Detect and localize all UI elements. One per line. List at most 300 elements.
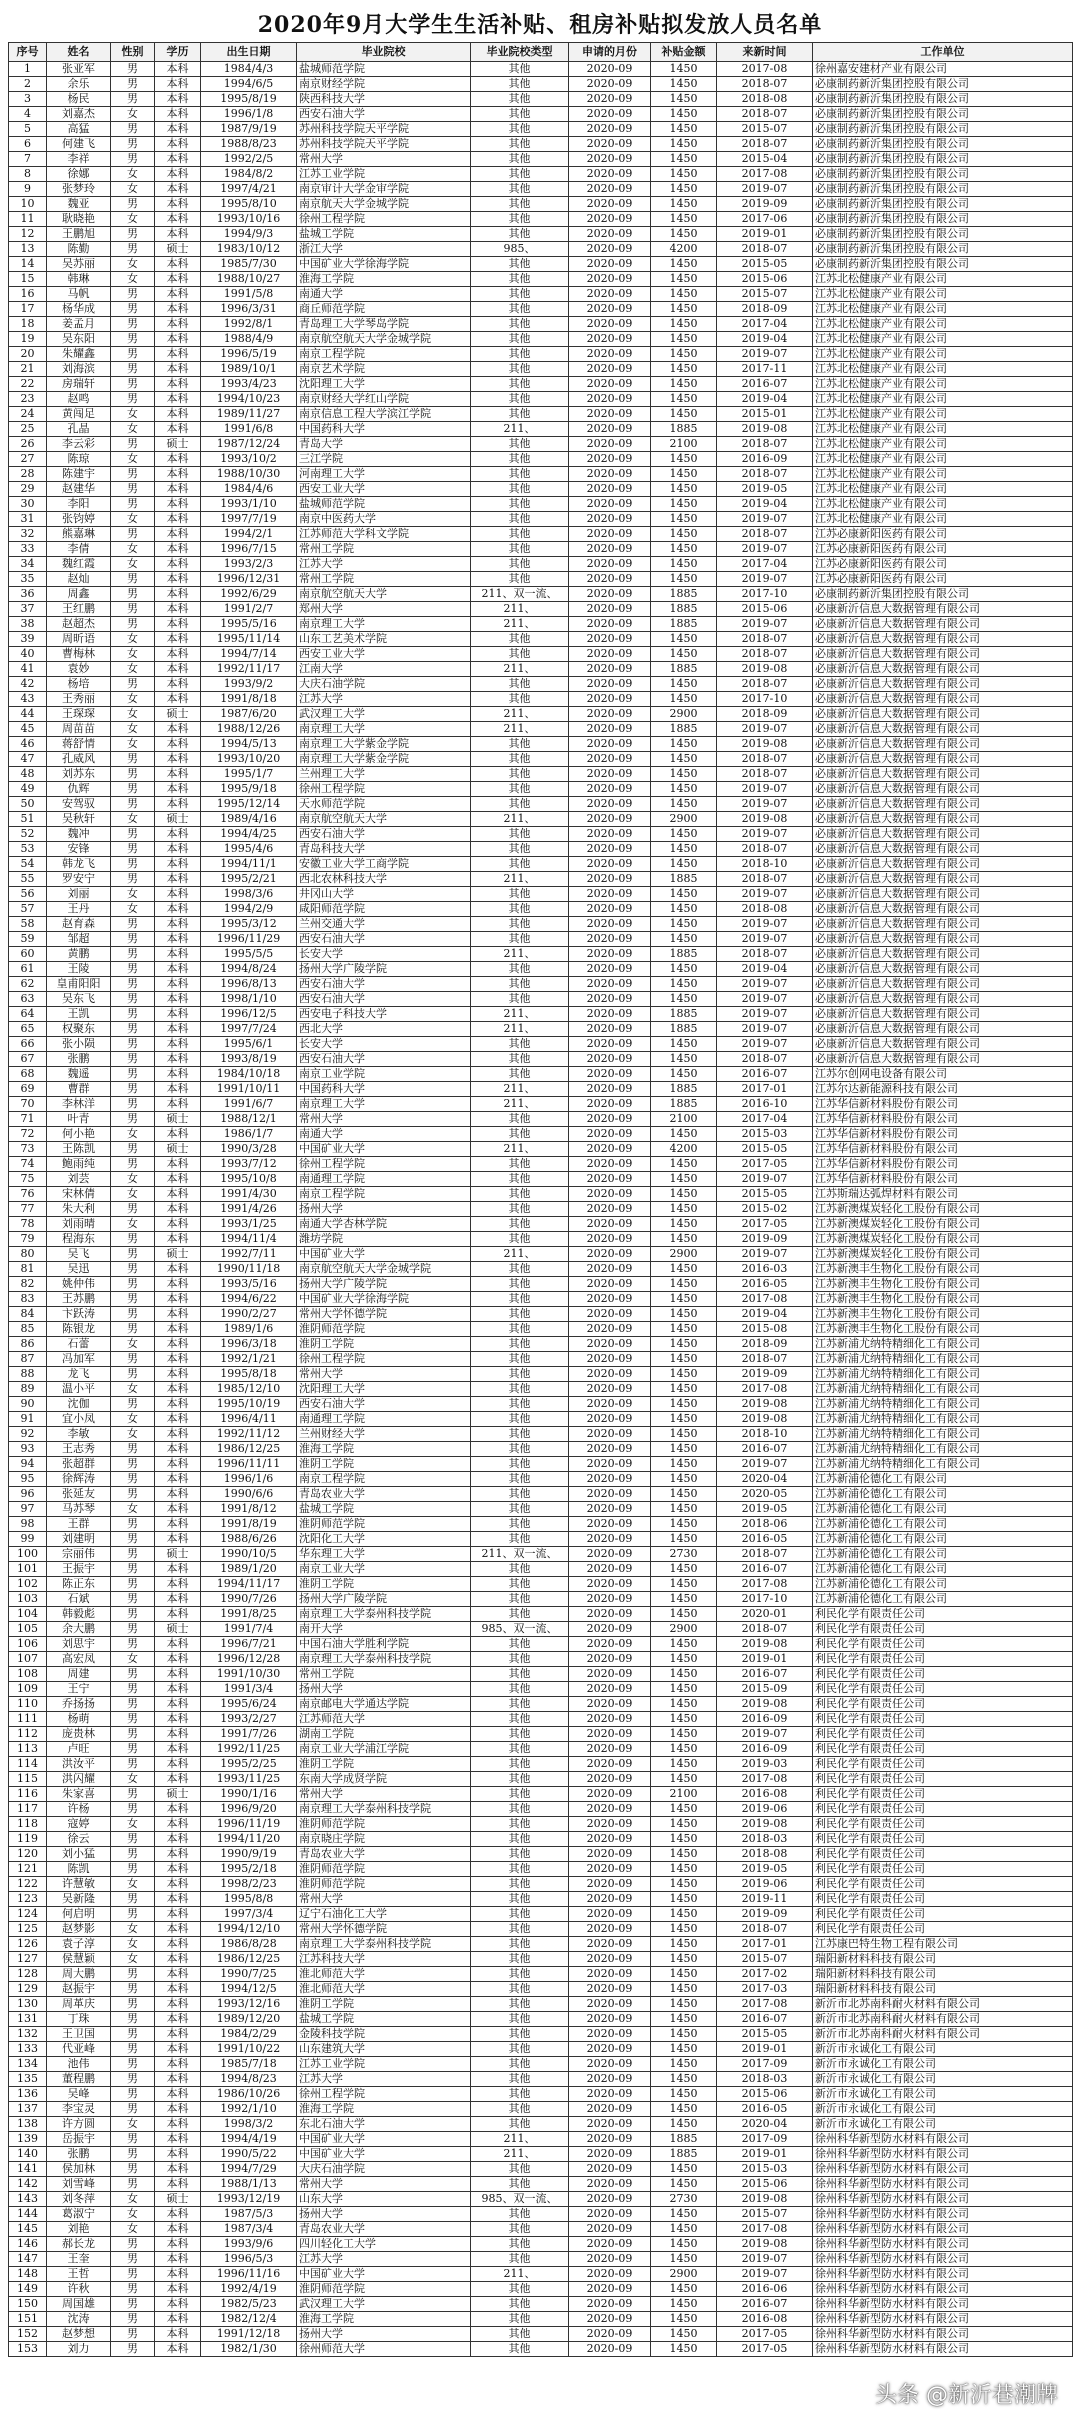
table-cell: 其他 [471, 992, 569, 1007]
table-cell: 1991/8/12 [201, 1502, 297, 1517]
table-cell: 2018-09 [717, 1337, 813, 1352]
table-cell: 刘冬萍 [47, 2192, 111, 2207]
table-cell: 本科 [155, 392, 201, 407]
table-cell: 南京理工大学泰州科技学院 [297, 1652, 471, 1667]
table-cell: 男 [111, 1712, 155, 1727]
table-row [9, 1577, 1073, 1592]
table-cell: 其他 [471, 137, 569, 152]
table-cell: 本科 [155, 1637, 201, 1652]
table-cell: 江苏新浦尤纳特精细化工有限公司 [813, 1412, 1073, 1427]
table-cell: 江苏北松健康产业有限公司 [813, 287, 1073, 302]
table-cell: 1988/12/26 [201, 722, 297, 737]
table-cell: 女 [111, 1772, 155, 1787]
table-cell: 1450 [651, 977, 717, 992]
table-row [9, 197, 1073, 212]
table-cell: 男 [111, 992, 155, 1007]
table-row [9, 1727, 1073, 1742]
table-cell: 211、 [471, 722, 569, 737]
table-cell: 其他 [471, 1952, 569, 1967]
table-cell: 5 [9, 122, 47, 137]
table-cell: 本科 [155, 2222, 201, 2237]
table-cell: 1450 [651, 362, 717, 377]
table-cell: 张亚军 [47, 62, 111, 77]
table-cell: 2020-09 [569, 1487, 651, 1502]
table-cell: 朱耀鑫 [47, 347, 111, 362]
table-cell: 2020-09 [569, 2327, 651, 2342]
table-cell: 63 [9, 992, 47, 1007]
table-cell: 2019-08 [717, 1697, 813, 1712]
table-cell: 杨华成 [47, 302, 111, 317]
table-cell: 其他 [471, 2012, 569, 2027]
table-cell: 2018-07 [717, 647, 813, 662]
table-cell: 2020-09 [569, 2297, 651, 2312]
table-cell: 盐城工学院 [297, 2012, 471, 2027]
table-cell: 2020-09 [569, 782, 651, 797]
table-cell: 58 [9, 917, 47, 932]
table-cell: 本科 [155, 1487, 201, 1502]
table-cell: 2019-03 [717, 1757, 813, 1772]
table-cell: 淮阴工学院 [297, 1457, 471, 1472]
table-cell: 男 [111, 1547, 155, 1562]
table-cell: 江苏新浦尤纳特精细化工有限公司 [813, 1442, 1073, 1457]
table-cell: 1450 [651, 2297, 717, 2312]
table-cell: 其他 [471, 1742, 569, 1757]
table-cell: 本科 [155, 257, 201, 272]
table-cell: 2015-05 [717, 257, 813, 272]
table-cell: 2017-05 [717, 2327, 813, 2342]
table-cell: 本科 [155, 1322, 201, 1337]
table-cell: 211、 [471, 872, 569, 887]
table-cell: 2019-08 [717, 422, 813, 437]
table-cell: 2018-03 [717, 2072, 813, 2087]
table-cell: 2900 [651, 1247, 717, 1262]
table-cell: 1450 [651, 1397, 717, 1412]
table-cell: 148 [9, 2267, 47, 2282]
table-cell: 1991/3/4 [201, 1682, 297, 1697]
table-cell: 本科 [155, 1187, 201, 1202]
table-cell: 本科 [155, 1517, 201, 1532]
table-cell: 1988/8/23 [201, 137, 297, 152]
table-row [9, 1907, 1073, 1922]
table-cell: 本科 [155, 587, 201, 602]
table-cell: 江苏新浦尤纳特精细化工有限公司 [813, 1337, 1073, 1352]
table-cell: 何建飞 [47, 137, 111, 152]
table-cell: 男 [111, 842, 155, 857]
table-cell: 1450 [651, 1412, 717, 1427]
table-cell: 2020-09 [569, 1022, 651, 1037]
table-cell: 2017-08 [717, 1772, 813, 1787]
table-cell: 男 [111, 1802, 155, 1817]
table-cell: 男 [111, 2327, 155, 2342]
table-cell: 女 [111, 2222, 155, 2237]
table-cell: 其他 [471, 1532, 569, 1547]
table-cell: 1991/12/18 [201, 2327, 297, 2342]
table-cell: 2020-09 [569, 257, 651, 272]
table-cell: 132 [9, 2027, 47, 2042]
table-cell: 1450 [651, 932, 717, 947]
table-row [9, 2267, 1073, 2282]
table-cell: 115 [9, 1772, 47, 1787]
table-cell: 江苏华信新材料股份有限公司 [813, 1157, 1073, 1172]
table-cell: 2020-09 [569, 422, 651, 437]
table-cell: 1450 [651, 842, 717, 857]
table-cell: 其他 [471, 452, 569, 467]
table-cell: 女 [111, 257, 155, 272]
table-cell: 南开大学 [297, 1622, 471, 1637]
table-cell: 29 [9, 482, 47, 497]
table-cell: 1987/6/20 [201, 707, 297, 722]
table-cell: 1450 [651, 2252, 717, 2267]
table-cell: 1998/3/2 [201, 2117, 297, 2132]
table-cell: 2017-04 [717, 1112, 813, 1127]
table-row [9, 257, 1073, 272]
table-cell: 姚仲伟 [47, 1277, 111, 1292]
table-cell: 1992/1/21 [201, 1352, 297, 1367]
table-cell: 吴飞 [47, 1247, 111, 1262]
table-cell: 2016-08 [717, 2312, 813, 2327]
table-cell: 其他 [471, 1997, 569, 2012]
table-row [9, 242, 1073, 257]
table-cell: 程海东 [47, 1232, 111, 1247]
table-cell: 徐州工程学院 [297, 1157, 471, 1172]
table-cell: 2019-07 [717, 2267, 813, 2282]
table-cell: 赵梦影 [47, 1922, 111, 1937]
table-cell: 2020-09 [569, 2282, 651, 2297]
table-cell: 江南大学 [297, 662, 471, 677]
table-row [9, 707, 1073, 722]
table-cell: 1990/7/25 [201, 1967, 297, 1982]
table-cell: 2017-08 [717, 2222, 813, 2237]
table-cell: 利民化学有限责任公司 [813, 1847, 1073, 1862]
table-cell: 2020-09 [569, 1787, 651, 1802]
table-cell: 2730 [651, 1547, 717, 1562]
table-cell: 男 [111, 1532, 155, 1547]
table-cell: 32 [9, 527, 47, 542]
table-cell: 45 [9, 722, 47, 737]
table-cell: 男 [111, 782, 155, 797]
table-cell: 1995/2/21 [201, 872, 297, 887]
table-row [9, 932, 1073, 947]
table-row [9, 1922, 1073, 1937]
table-cell: 本科 [155, 407, 201, 422]
table-cell: 1987/12/24 [201, 437, 297, 452]
table-cell: 大庆石油学院 [297, 2162, 471, 2177]
table-cell: 1994/4/25 [201, 827, 297, 842]
table-cell: 南京航空航天大学 [297, 587, 471, 602]
table-cell: 南京艺术学院 [297, 362, 471, 377]
table-cell: 张鹏 [47, 2147, 111, 2162]
table-cell: 151 [9, 2312, 47, 2327]
table-cell: 山东大学 [297, 2192, 471, 2207]
table-cell: 2018-07 [717, 77, 813, 92]
table-cell: 江苏必康新阳医药有限公司 [813, 557, 1073, 572]
table-cell: 2020-09 [569, 587, 651, 602]
table-cell: 男 [111, 2252, 155, 2267]
table-cell: 必康制药新沂集团控股有限公司 [813, 587, 1073, 602]
table-cell: 2017-05 [717, 1217, 813, 1232]
table-cell: 本科 [155, 1352, 201, 1367]
table-cell: 沈伽 [47, 1397, 111, 1412]
table-row [9, 2327, 1073, 2342]
table-cell: 99 [9, 1532, 47, 1547]
table-cell: 江苏大学 [297, 2252, 471, 2267]
table-cell: 中国矿业大学 [297, 1142, 471, 1157]
table-cell: 本科 [155, 2012, 201, 2027]
table-cell: 1994/10/23 [201, 392, 297, 407]
table-cell: 张钧婷 [47, 512, 111, 527]
table-cell: 女 [111, 692, 155, 707]
table-cell: 2020-09 [569, 572, 651, 587]
table-cell: 本科 [155, 962, 201, 977]
table-cell: 其他 [471, 1412, 569, 1427]
table-cell: 1450 [651, 1337, 717, 1352]
table-row [9, 1487, 1073, 1502]
table-cell: 江苏新澳丰生物化工股份有限公司 [813, 1307, 1073, 1322]
table-cell: 1995/4/6 [201, 842, 297, 857]
table-cell: 其他 [471, 632, 569, 647]
table-cell: 男 [111, 1307, 155, 1322]
table-cell: 2018-07 [717, 242, 813, 257]
table-cell: 211、 [471, 2147, 569, 2162]
table-row [9, 1352, 1073, 1367]
table-cell: 2019-08 [717, 1397, 813, 1412]
table-cell: 146 [9, 2237, 47, 2252]
table-cell: 南通大学 [297, 287, 471, 302]
table-cell: 江苏新澳煤炭轻化工股份有限公司 [813, 1217, 1073, 1232]
table-cell: 2016-07 [717, 1667, 813, 1682]
table-cell: 其他 [471, 827, 569, 842]
table-cell: 西安电子科技大学 [297, 1007, 471, 1022]
table-cell: 1984/10/18 [201, 1067, 297, 1082]
table-cell: 2020-09 [569, 1307, 651, 1322]
table-cell: 其他 [471, 1127, 569, 1142]
table-row [9, 1307, 1073, 1322]
table-cell: 26 [9, 437, 47, 452]
table-cell: 其他 [471, 1757, 569, 1772]
table-cell: 男 [111, 1637, 155, 1652]
table-cell: 李云彩 [47, 437, 111, 452]
table-cell: 必康制药新沂集团控股有限公司 [813, 77, 1073, 92]
table-cell: 2020-09 [569, 1517, 651, 1532]
table-cell: 王鹏旭 [47, 227, 111, 242]
table-cell: 女 [111, 107, 155, 122]
table-cell: 2020-09 [569, 317, 651, 332]
table-cell: 2020-09 [569, 242, 651, 257]
table-cell: 本科 [155, 1052, 201, 1067]
table-cell: 93 [9, 1442, 47, 1457]
table-cell: 2020-09 [569, 1067, 651, 1082]
table-cell: 2015-06 [717, 602, 813, 617]
table-cell: 2019-04 [717, 1307, 813, 1322]
table-cell: 1998/2/23 [201, 1877, 297, 1892]
table-cell: 男 [111, 1007, 155, 1022]
table-cell: 2020-09 [569, 602, 651, 617]
table-cell: 2730 [651, 2192, 717, 2207]
table-cell: 1450 [651, 782, 717, 797]
table-cell: 本科 [155, 272, 201, 287]
table-cell: 2019-09 [717, 197, 813, 212]
table-cell: 本科 [155, 1682, 201, 1697]
table-cell: 必康新沂信息大数据管理有限公司 [813, 1022, 1073, 1037]
table-cell: 2017-03 [717, 1982, 813, 1997]
table-cell: 211、 [471, 1142, 569, 1157]
table-cell: 江苏斯瑞达弧焊材料有限公司 [813, 1187, 1073, 1202]
table-row [9, 107, 1073, 122]
table-cell: 2020-09 [569, 827, 651, 842]
table-cell: 本科 [155, 1022, 201, 1037]
table-row [9, 2147, 1073, 2162]
table-cell: 95 [9, 1472, 47, 1487]
table-cell: 1450 [651, 1772, 717, 1787]
table-cell: 本科 [155, 1442, 201, 1457]
table-cell: 女 [111, 542, 155, 557]
table-cell: 2020-09 [569, 1352, 651, 1367]
table-cell: 1995/6/24 [201, 1697, 297, 1712]
table-cell: 男 [111, 137, 155, 152]
table-cell: 1450 [651, 1037, 717, 1052]
table-cell: 211、 [471, 2132, 569, 2147]
table-cell: 2020-09 [569, 1112, 651, 1127]
table-cell: 1996/3/18 [201, 1337, 297, 1352]
table-cell: 淮海工学院 [297, 2102, 471, 2117]
table-cell: 本科 [155, 617, 201, 632]
table-row [9, 2177, 1073, 2192]
table-cell: 其他 [471, 1442, 569, 1457]
table-cell: 2017-10 [717, 692, 813, 707]
table-cell: 江苏新浦伦德化工有限公司 [813, 1502, 1073, 1517]
table-cell: 男 [111, 1157, 155, 1172]
table-cell: 女 [111, 722, 155, 737]
table-row [9, 377, 1073, 392]
table-cell: 2020-09 [569, 362, 651, 377]
table-cell: 2019-07 [717, 512, 813, 527]
table-cell: 男 [111, 1832, 155, 1847]
table-row [9, 92, 1073, 107]
table-row [9, 677, 1073, 692]
table-cell: 1450 [651, 392, 717, 407]
table-cell: 2020-09 [569, 1712, 651, 1727]
table-cell: 其他 [471, 2342, 569, 2357]
table-cell: 本科 [155, 1232, 201, 1247]
table-cell: 赵振宇 [47, 1982, 111, 1997]
table-cell: 2020-09 [569, 722, 651, 737]
table-cell: 卢旺 [47, 1742, 111, 1757]
table-cell: 江苏华信新材料股份有限公司 [813, 1112, 1073, 1127]
table-cell: 2020-09 [569, 902, 651, 917]
table-cell: 扬州大学 [297, 1682, 471, 1697]
table-cell: 21 [9, 362, 47, 377]
table-cell: 岳振宇 [47, 2132, 111, 2147]
table-cell: 其他 [471, 1262, 569, 1277]
table-cell: 2100 [651, 1787, 717, 1802]
table-cell: 本科 [155, 1217, 201, 1232]
table-cell: 2019-07 [717, 932, 813, 947]
table-cell: 1450 [651, 2117, 717, 2132]
table-row [9, 497, 1073, 512]
table-cell: 106 [9, 1637, 47, 1652]
table-cell: 张延友 [47, 1487, 111, 1502]
table-cell: 1986/8/28 [201, 1937, 297, 1952]
table-row [9, 1262, 1073, 1277]
table-cell: 男 [111, 302, 155, 317]
table-cell: 本科 [155, 1472, 201, 1487]
table-cell: 本科 [155, 182, 201, 197]
table-cell: 67 [9, 1052, 47, 1067]
table-cell: 1986/10/26 [201, 2087, 297, 2102]
table-cell: 本科 [155, 887, 201, 902]
table-cell: 江苏大学 [297, 2072, 471, 2087]
table-cell: 南通理工学院 [297, 1412, 471, 1427]
table-cell: 2015-06 [717, 272, 813, 287]
table-cell: 武汉理工大学 [297, 2297, 471, 2312]
table-cell: 吴苏丽 [47, 257, 111, 272]
table-cell: 其他 [471, 1397, 569, 1412]
table-cell: 江苏新浦伦德化工有限公司 [813, 1472, 1073, 1487]
table-cell: 江苏新浦伦德化工有限公司 [813, 1517, 1073, 1532]
table-cell: 江苏必康新阳医药有限公司 [813, 527, 1073, 542]
table-row [9, 1412, 1073, 1427]
table-cell: 112 [9, 1727, 47, 1742]
table-cell: 青岛农业大学 [297, 1847, 471, 1862]
table-cell: 2015-06 [717, 2087, 813, 2102]
table-cell: 2020-09 [569, 347, 651, 362]
table-cell: 赵建华 [47, 482, 111, 497]
table-cell: 淮海工学院 [297, 1442, 471, 1457]
table-cell: 新沂市永诚化工有限公司 [813, 2057, 1073, 2072]
table-cell: 2020-09 [569, 1562, 651, 1577]
table-cell: 吴峰 [47, 2087, 111, 2102]
table-cell: 2020-09 [569, 1622, 651, 1637]
table-cell: 青岛农业大学 [297, 1487, 471, 1502]
table-cell: 2020-09 [569, 1832, 651, 1847]
table-cell: 本科 [155, 422, 201, 437]
table-row [9, 1697, 1073, 1712]
table-cell: 1989/4/16 [201, 812, 297, 827]
table-cell: 必康制药新沂集团控股有限公司 [813, 92, 1073, 107]
table-cell: 必康制药新沂集团控股有限公司 [813, 122, 1073, 137]
table-row [9, 1097, 1073, 1112]
table-cell: 133 [9, 2042, 47, 2057]
table-cell: 本科 [155, 1172, 201, 1187]
table-cell: 2018-07 [717, 1622, 813, 1637]
table-cell: 1994/6/5 [201, 77, 297, 92]
table-cell: 张小陨 [47, 1037, 111, 1052]
table-cell: 1992/1/10 [201, 2102, 297, 2117]
table-cell: 1885 [651, 1007, 717, 1022]
table-cell: 2020-09 [569, 707, 651, 722]
table-cell: 武汉理工大学 [297, 707, 471, 722]
table-cell: 卞跃涛 [47, 1307, 111, 1322]
table-cell: 2020-09 [569, 677, 651, 692]
table-cell: 2020-09 [569, 2342, 651, 2357]
table-cell: 乔扬扬 [47, 1697, 111, 1712]
table-cell: 1885 [651, 1022, 717, 1037]
table-cell: 1992/2/5 [201, 152, 297, 167]
table-cell: 2020-09 [569, 512, 651, 527]
table-cell: 2020-09 [569, 1157, 651, 1172]
table-cell: 新沂市永诚化工有限公司 [813, 2087, 1073, 2102]
table-cell: 1450 [651, 1832, 717, 1847]
table-cell: 刘艳 [47, 2222, 111, 2237]
table-cell: 必康新沂信息大数据管理有限公司 [813, 1037, 1073, 1052]
table-cell: 男 [111, 1367, 155, 1382]
table-cell: 其他 [471, 272, 569, 287]
table-cell: 1993/11/25 [201, 1772, 297, 1787]
table-row [9, 2162, 1073, 2177]
table-cell: 江苏北松健康产业有限公司 [813, 362, 1073, 377]
table-cell: 刘雨晴 [47, 1217, 111, 1232]
table-cell: 1450 [651, 1697, 717, 1712]
